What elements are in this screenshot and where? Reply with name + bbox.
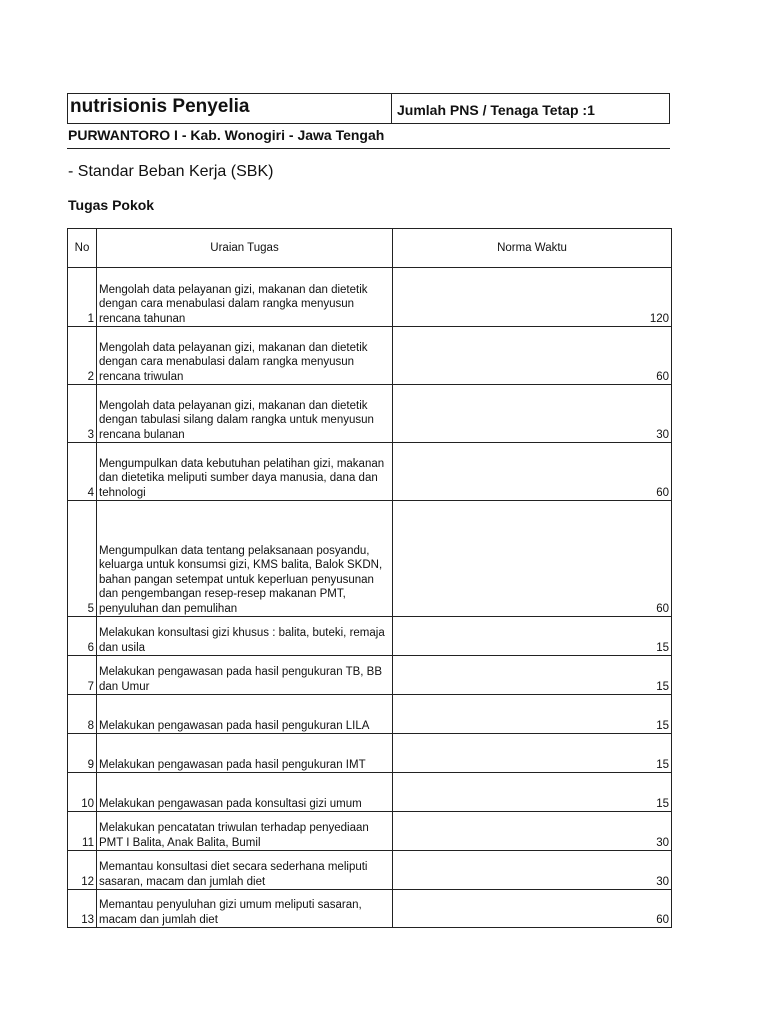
- norm-time: 15: [393, 617, 672, 656]
- row-number: 5: [68, 501, 97, 617]
- column-header-no: No: [68, 229, 97, 268]
- task-description: Melakukan pengawasan pada hasil pengukuran LILA: [97, 695, 393, 734]
- table-row: [68, 268, 672, 327]
- workload-table: [67, 228, 672, 928]
- task-description: Memantau konsultasi diet secara sederhana meliputi sasaran, macam dan jumlah diet: [97, 851, 393, 890]
- row-number: 7: [68, 656, 97, 695]
- table-row: [68, 327, 672, 385]
- row-number: 2: [68, 327, 97, 385]
- norm-time: 60: [393, 890, 672, 928]
- task-description: Melakukan pengawasan pada hasil pengukuran TB, BB dan Umur: [97, 656, 393, 695]
- norm-time: 15: [393, 656, 672, 695]
- row-number: 13: [68, 890, 97, 928]
- norm-time: 120: [393, 268, 672, 327]
- table-row: [68, 773, 672, 812]
- norm-time: 30: [393, 812, 672, 851]
- task-description: Melakukan pengawasan pada konsultasi gizi umum: [97, 773, 393, 812]
- pns-count-label: Jumlah PNS / Tenaga Tetap :1: [397, 102, 595, 118]
- table-row: [68, 617, 672, 656]
- task-description: Melakukan konsultasi gizi khusus : balita, buteki, remaja dan usila: [97, 617, 393, 656]
- subsection-title: Tugas Pokok: [68, 197, 155, 213]
- header-divider: [391, 94, 392, 123]
- row-number: 3: [68, 385, 97, 443]
- section-title: - Standar Beban Kerja (SBK): [68, 163, 274, 180]
- task-description: Melakukan pengawasan pada hasil pengukuran IMT: [97, 734, 393, 773]
- row-number: 6: [68, 617, 97, 656]
- row-number: 11: [68, 812, 97, 851]
- norm-time: 60: [393, 327, 672, 385]
- row-number: 1: [68, 268, 97, 327]
- table-row: [68, 890, 672, 928]
- row-number: 10: [68, 773, 97, 812]
- row-number: 12: [68, 851, 97, 890]
- norm-time: 15: [393, 773, 672, 812]
- norm-time: 30: [393, 851, 672, 890]
- table-row: [68, 443, 672, 501]
- header-row: [67, 93, 670, 124]
- column-header-norm: Norma Waktu: [393, 229, 672, 268]
- table-row: [68, 695, 672, 734]
- task-description: Mengolah data pelayanan gizi, makanan dan dietetik dengan tabulasi silang dalam rangka untuk menyusun rencana bulanan: [97, 385, 393, 443]
- table-row: [68, 812, 672, 851]
- norm-time: 15: [393, 734, 672, 773]
- task-description: Mengolah data pelayanan gizi, makanan dan dietetik dengan cara menabulasi dalam rangka menyusun rencana triwulan: [97, 327, 393, 385]
- task-description: Mengolah data pelayanan gizi, makanan dan dietetik dengan cara menabulasi dalam rangka menyusun rencana tahunan: [97, 268, 393, 327]
- table-row: [68, 656, 672, 695]
- table-row: [68, 851, 672, 890]
- task-description: Mengumpulkan data kebutuhan pelatihan gizi, makanan dan dietetika meliputi sumber daya manusia, dana dan tehnologi: [97, 443, 393, 501]
- table-row: [68, 734, 672, 773]
- location-underline: [67, 148, 670, 149]
- row-number: 9: [68, 734, 97, 773]
- row-number: 8: [68, 695, 97, 734]
- table-row: [68, 501, 672, 617]
- task-description: Memantau penyuluhan gizi umum meliputi sasaran, macam dan jumlah diet: [97, 890, 393, 928]
- norm-time: 60: [393, 443, 672, 501]
- row-number: 4: [68, 443, 97, 501]
- task-description: Melakukan pencatatan triwulan terhadap penyediaan PMT I Balita, Anak Balita, Bumil: [97, 812, 393, 851]
- location-label: PURWANTORO I - Kab. Wonogiri - Jawa Tengah: [68, 127, 385, 143]
- norm-time: 15: [393, 695, 672, 734]
- table-row: [68, 385, 672, 443]
- table-header-row: [68, 229, 672, 268]
- column-header-task: Uraian Tugas: [97, 229, 393, 268]
- page-title: nutrisionis Penyelia: [70, 96, 250, 117]
- task-description: Mengumpulkan data tentang pelaksanaan posyandu, keluarga untuk konsumsi gizi, KMS balita, Balok SKDN, bahan pangan setempat untuk keperluan penyusunan dan pengembangan resep-resep makanan PMT, penyuluhan dan pemulihan: [97, 501, 393, 617]
- norm-time: 60: [393, 501, 672, 617]
- norm-time: 30: [393, 385, 672, 443]
